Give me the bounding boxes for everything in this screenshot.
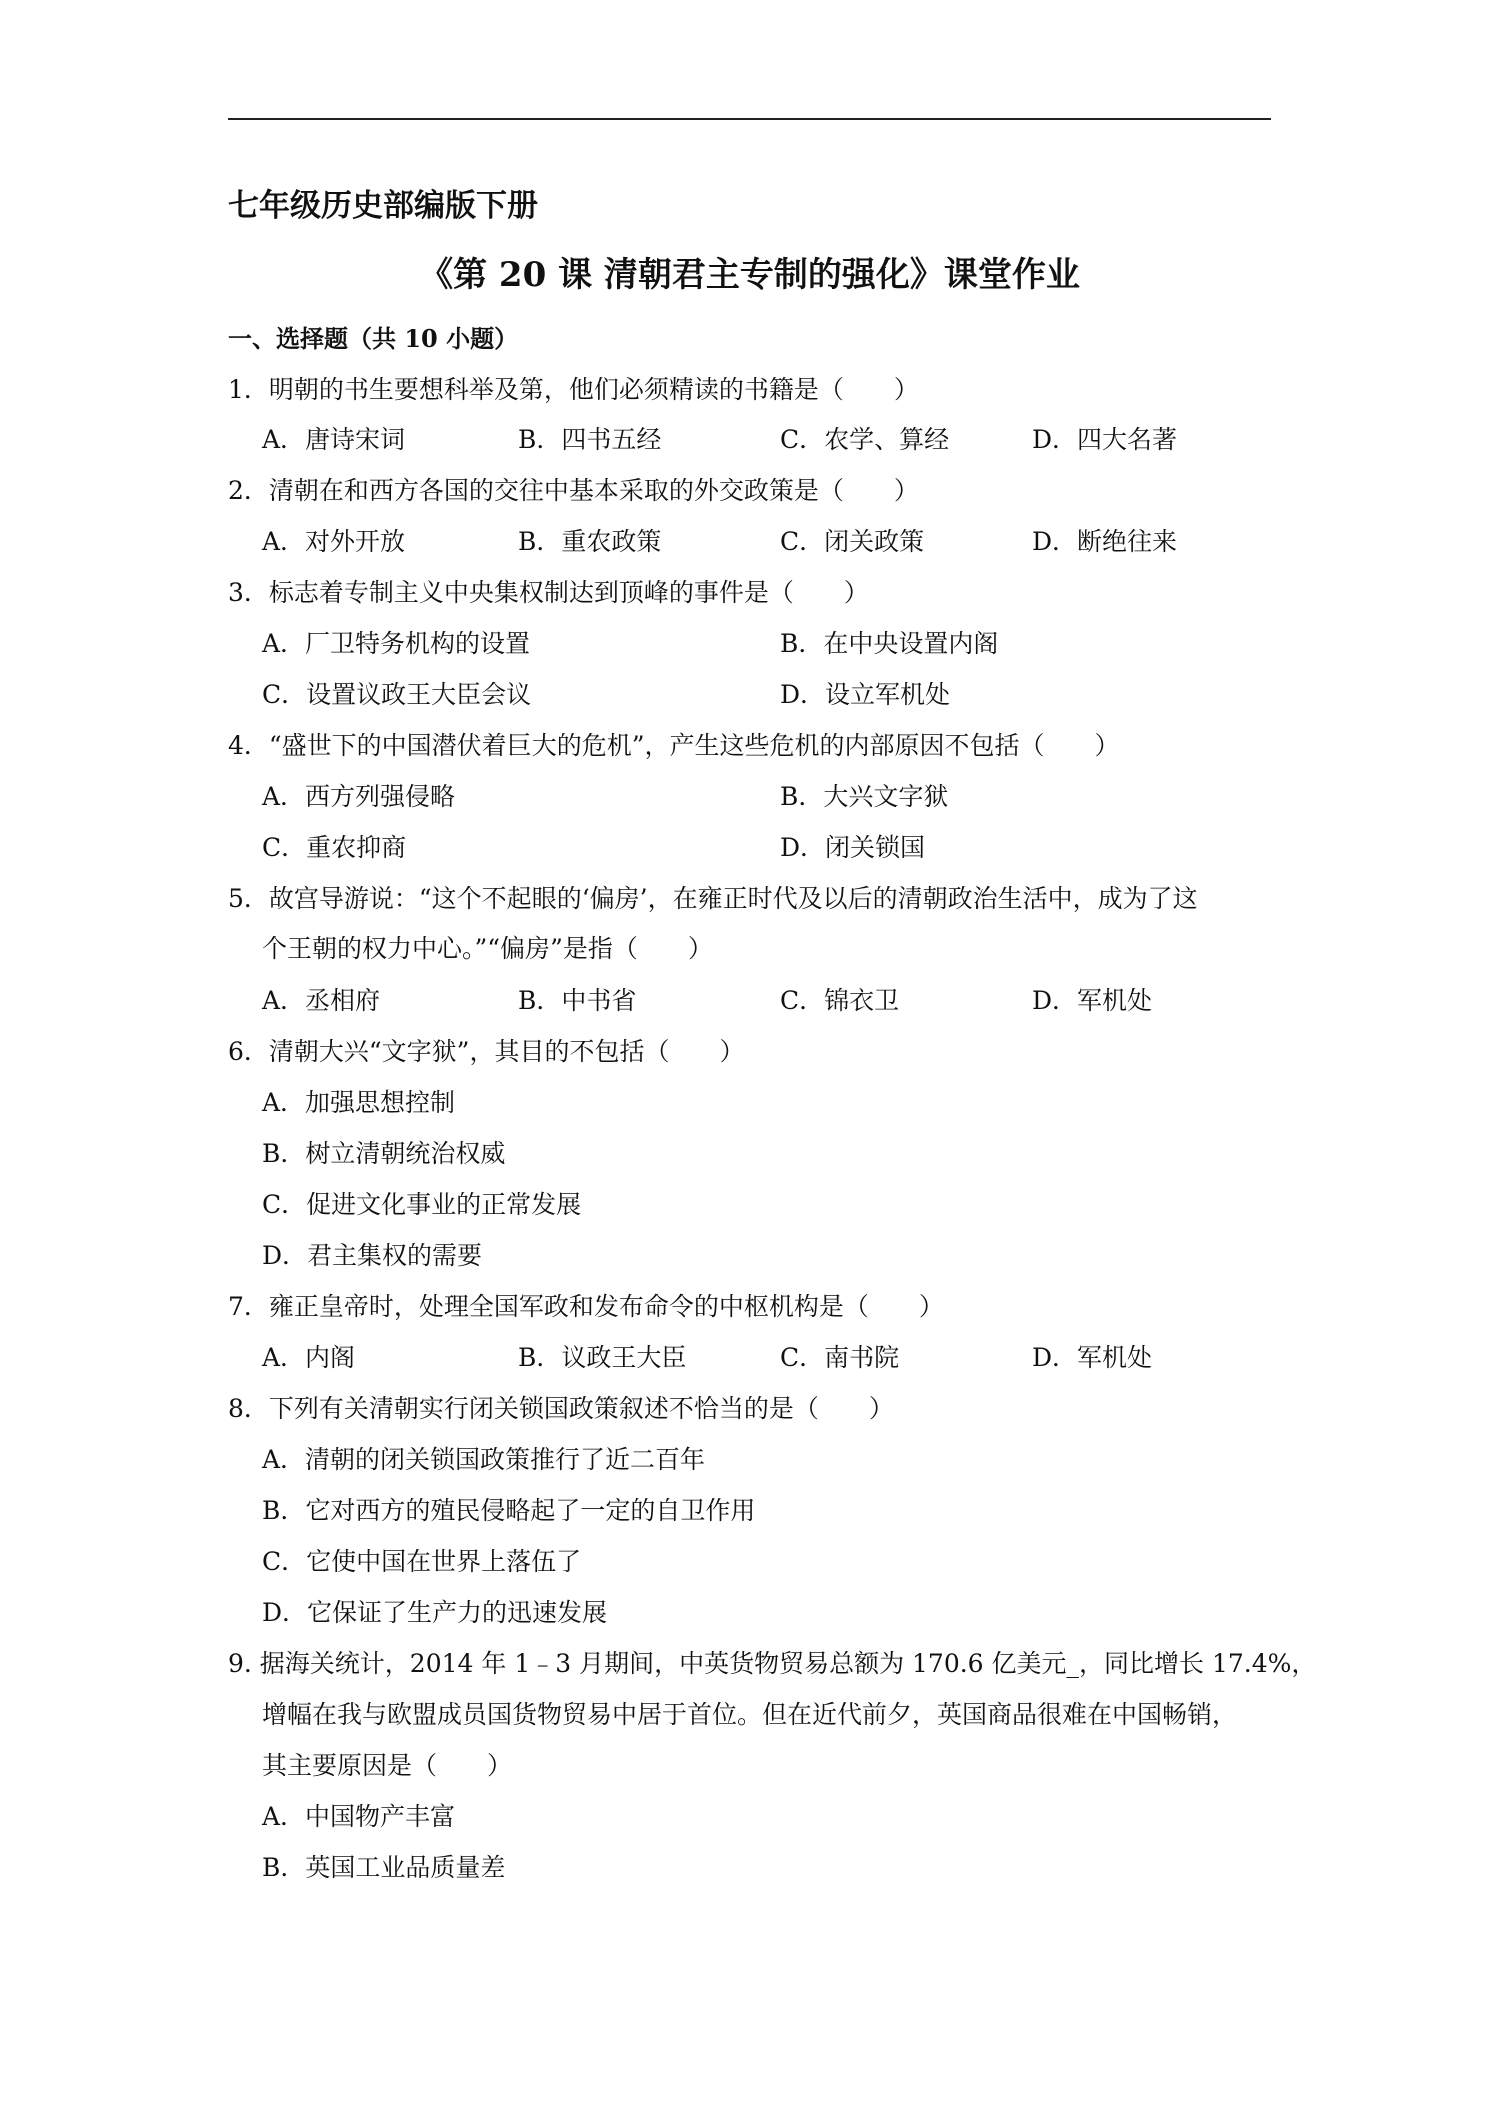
question-7-option-d[interactable]: D．军机处 <box>1032 1343 1153 1372</box>
question-2-option-b[interactable]: B．重农政策 <box>518 527 662 556</box>
question-5-stem-line-2: 个王朝的权力中心。”“偏房”是指（ ） <box>262 934 713 963</box>
question-1-option-b[interactable]: B．四书五经 <box>518 425 662 454</box>
question-5-option-a[interactable]: A．丞相府 <box>262 986 381 1015</box>
question-4-option-c[interactable]: C．重农抑商 <box>262 833 407 862</box>
question-6-option-b[interactable]: B．树立清朝统治权威 <box>262 1139 506 1168</box>
question-3-option-c[interactable]: C．设置议政王大臣会议 <box>262 680 532 709</box>
question-8-option-a[interactable]: A．清朝的闭关锁国政策推行了近二百年 <box>262 1445 706 1474</box>
question-4-stem: 4．“盛世下的中国潜伏着巨大的危机”，产生这些危机的内部原因不包括（ ） <box>228 731 1120 760</box>
question-4-option-b[interactable]: B．大兴文字狱 <box>780 782 949 811</box>
question-1-option-a[interactable]: A．唐诗宋词 <box>262 425 406 454</box>
question-5-option-c[interactable]: C．锦衣卫 <box>780 986 900 1015</box>
question-9-stem-line-3: 其主要原因是（ ） <box>262 1751 513 1780</box>
question-6-option-a[interactable]: A．加强思想控制 <box>262 1088 456 1117</box>
question-3-option-b[interactable]: B．在中央设置内阁 <box>780 629 999 658</box>
question-7-option-a[interactable]: A．内阁 <box>262 1343 356 1372</box>
question-6-stem: 6．清朝大兴“文字狱”，其目的不包括（ ） <box>228 1037 745 1066</box>
question-5-stem-line-1: 5．故宫导游说：“这个不起眼的‘偏房’，在雍正时代及以后的清朝政治生活中，成为了这 <box>228 884 1198 913</box>
question-9-stem-line-2: 增幅在我与欧盟成员国货物贸易中居于首位。但在近代前夕，英国商品很难在中国畅销， <box>262 1700 1238 1729</box>
question-6-option-c[interactable]: C．促进文化事业的正常发展 <box>262 1190 582 1219</box>
question-1-option-c[interactable]: C．农学、算经 <box>780 425 950 454</box>
question-2-option-a[interactable]: A．对外开放 <box>262 527 406 556</box>
question-8-option-b[interactable]: B．它对西方的殖民侵略起了一定的自卫作用 <box>262 1496 756 1525</box>
header-rule <box>228 118 1271 120</box>
question-8-option-d[interactable]: D．它保证了生产力的迅速发展 <box>262 1598 608 1627</box>
question-3-option-a[interactable]: A．厂卫特务机构的设置 <box>262 629 531 658</box>
question-3-option-d[interactable]: D．设立军机处 <box>780 680 951 709</box>
lesson-title: 《第 20 课 清朝君主专制的强化》课堂作业 <box>419 255 1080 295</box>
question-4-option-d[interactable]: D．闭关锁国 <box>780 833 926 862</box>
question-1-option-d[interactable]: D．四大名著 <box>1032 425 1178 454</box>
question-8-option-c[interactable]: C．它使中国在世界上落伍了 <box>262 1547 582 1576</box>
question-9-stem-line-1: 9. 据海关统计，2014 年 1﹣3 月期间，中英货物贸易总额为 170.6 亿美元_，同比增长 17.4%， <box>228 1649 1317 1678</box>
question-2-option-d[interactable]: D．断绝往来 <box>1032 527 1178 556</box>
question-7-option-b[interactable]: B．议政王大臣 <box>518 1343 687 1372</box>
question-9-option-b[interactable]: B．英国工业品质量差 <box>262 1853 506 1882</box>
question-9-option-a[interactable]: A．中国物产丰富 <box>262 1802 456 1831</box>
grade-title: 七年级历史部编版下册 <box>228 188 538 224</box>
question-1-stem: 1．明朝的书生要想科举及第，他们必须精读的书籍是（ ） <box>228 375 919 404</box>
question-7-option-c[interactable]: C．南书院 <box>780 1343 900 1372</box>
question-4-option-a[interactable]: A．西方列强侵略 <box>262 782 456 811</box>
question-7-stem: 7．雍正皇帝时，处理全国军政和发布命令的中枢机构是（ ） <box>228 1292 944 1321</box>
section-title: 一、选择题（共 10 小题） <box>228 324 519 353</box>
question-2-option-c[interactable]: C．闭关政策 <box>780 527 925 556</box>
question-6-option-d[interactable]: D．君主集权的需要 <box>262 1241 483 1270</box>
question-8-stem: 8．下列有关清朝实行闭关锁国政策叙述不恰当的是（ ） <box>228 1394 894 1423</box>
question-5-option-d[interactable]: D．军机处 <box>1032 986 1153 1015</box>
question-2-stem: 2．清朝在和西方各国的交往中基本采取的外交政策是（ ） <box>228 476 919 505</box>
question-3-stem: 3．标志着专制主义中央集权制达到顶峰的事件是（ ） <box>228 578 869 607</box>
question-5-option-b[interactable]: B．中书省 <box>518 986 637 1015</box>
